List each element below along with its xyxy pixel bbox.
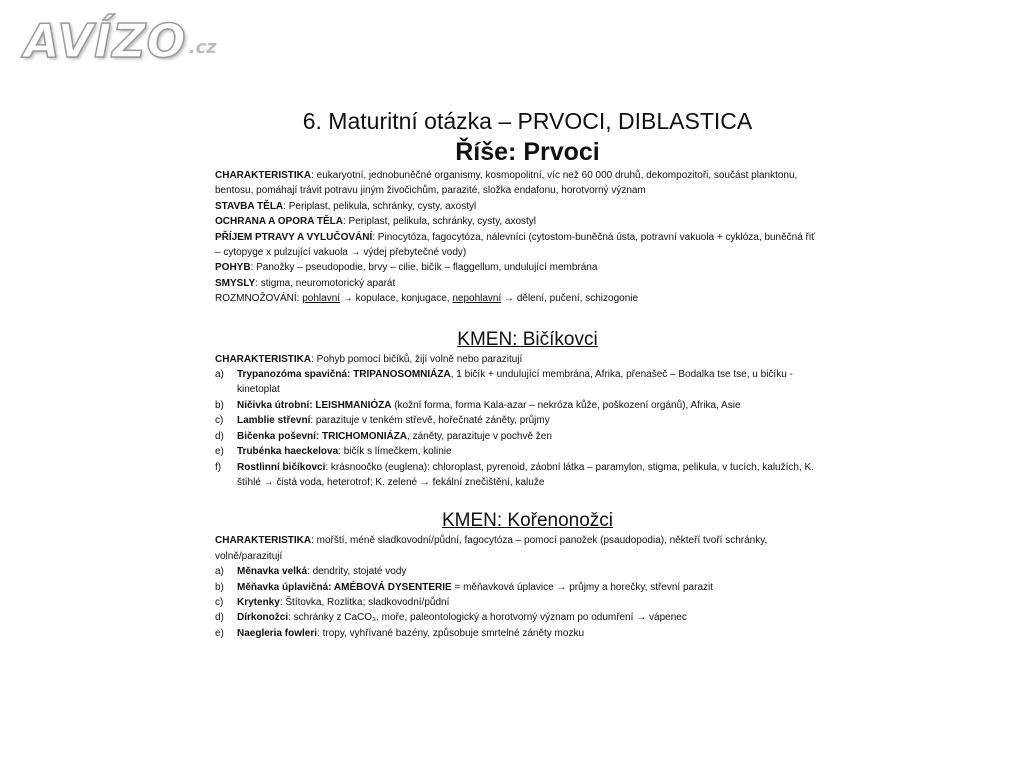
para-text: : Periplast, pelikula, schránky, cysty, axostyl bbox=[283, 200, 477, 212]
logo-domain-suffix: .cz bbox=[188, 37, 217, 58]
reproduction-asexual-text: → dělení, pučení, schizogonie bbox=[501, 293, 639, 305]
logo-wordmark: AVÍZO bbox=[24, 14, 187, 68]
para-label: POHYB bbox=[215, 262, 251, 274]
prvoci-nutrition bbox=[215, 230, 815, 261]
list-item bbox=[215, 413, 815, 428]
item-text: : schránky z CaCO₃, moře, paleontologický a horotvorný význam po odumření → vápenec bbox=[288, 612, 687, 624]
item-name: Trypanozóma spavičná: TRIPANOSOMNIÁZA bbox=[237, 369, 451, 381]
list-marker: c) bbox=[215, 415, 224, 427]
list-item bbox=[215, 595, 815, 610]
prvoci-section bbox=[215, 168, 815, 307]
item-text: : bičík s límečkem, kolinie bbox=[338, 446, 452, 458]
para-label: CHARAKTERISTIKA bbox=[215, 535, 312, 547]
list-item bbox=[215, 460, 815, 491]
reproduction-asexual: nepohlavní bbox=[452, 293, 502, 305]
item-name: Bičenka poševní: TRICHOMONIÁZA bbox=[237, 430, 408, 442]
list-item bbox=[215, 626, 815, 641]
list-item bbox=[215, 398, 815, 413]
list-item bbox=[215, 580, 815, 595]
list-marker: e) bbox=[215, 627, 224, 639]
document-subtitle: Říše: Prvoci bbox=[455, 138, 600, 166]
item-name: Ničivka útrobní: LEISHMANIÓZA bbox=[237, 399, 392, 411]
prvoci-movement bbox=[215, 260, 815, 275]
para-text: : Pohyb pomocí bičíků, žijí volně nebo parazitují bbox=[311, 353, 523, 365]
item-name: Dírkonožci bbox=[237, 612, 289, 624]
kmen-bickovci-section bbox=[215, 328, 815, 491]
list-marker: b) bbox=[215, 581, 224, 593]
item-name: Krytenky bbox=[237, 596, 280, 608]
prvoci-body-structure bbox=[215, 199, 815, 214]
avizo-logo[interactable] bbox=[24, 14, 217, 68]
reproduction-sexual: pohlavní bbox=[302, 293, 341, 305]
para-label: CHARAKTERISTIKA bbox=[215, 353, 312, 365]
prvoci-senses bbox=[215, 276, 815, 291]
list-item bbox=[215, 429, 815, 444]
item-name: Rostlinní bičíkovci bbox=[237, 461, 326, 473]
kmen-korenonozci-section bbox=[215, 509, 815, 641]
list-marker: f) bbox=[215, 461, 222, 473]
list-item bbox=[215, 610, 815, 625]
item-text: : krásnoočko (euglena): chloroplast, pyrenoid, záobní látka – paramylon, stigma, pelikula, v tucích, kalužích, K. štíhlé → čistá voda, heterotrof; K. zelené → fekální znečištění, kaluže bbox=[237, 461, 814, 488]
para-label: SMYSLY bbox=[215, 277, 256, 289]
item-text: = měňavková úplavice → průjmy a horečky, střevní parazit bbox=[451, 581, 714, 593]
item-name: Naegleria fowleri bbox=[237, 627, 318, 639]
item-text: , 1 bičík + undulující membrána, Afrika, přenašeč – Bodalka tse tse, u bičíku - kinetoplat bbox=[237, 369, 793, 396]
item-text: : parazituje v tenkém střevě, hořečnaté záněty, průjmy bbox=[310, 415, 550, 427]
list-item bbox=[215, 444, 815, 459]
list-item bbox=[215, 564, 815, 579]
list-marker: c) bbox=[215, 596, 224, 608]
list-marker: d) bbox=[215, 612, 224, 624]
item-name: Trubénka haeckelova bbox=[237, 446, 339, 458]
para-text: : Pinocytóza, fagocytóza, nálevníci (cytostom-buněčná ústa, potravní vakuola + cyklóza, buněčná řiť – cytopyge x pulzující vakuola → výdej přebytečné vody) bbox=[215, 231, 815, 259]
para-text: : eukaryotní, jednobuněčné organismy, kosmopolitní, víc než 60 000 druhů, dekompozitoři, součást planktonu, bentosu, pomáhají trávit potravu jiným živočichům, parazité, složka endafonu, horotvorný význam bbox=[215, 170, 798, 197]
reproduction-label: ROZMNOŽOVÁNÍ: bbox=[215, 293, 303, 305]
item-text: : Štítovka, Rozlitka; sladkovodní/půdní bbox=[279, 596, 450, 608]
item-name: Měňavka úplavičná: AMÉBOVÁ DYSENTERIE bbox=[237, 581, 452, 593]
document-page bbox=[215, 106, 815, 641]
list-marker: b) bbox=[215, 399, 224, 411]
section-heading: KMEN: Bičíkovci bbox=[457, 328, 598, 350]
reproduction-sexual-text: → kopulace, konjugace, bbox=[340, 293, 453, 305]
para-text: : Periplast, pelikula, schránky, cysty, axostyl bbox=[342, 216, 537, 228]
para-text: : mořští, méně sladkovodní/půdní, fagocytóza – pomocí panožek (psaudopodia), někteří tvoří schránky, volně/parazitují bbox=[215, 535, 768, 562]
section-characteristic bbox=[215, 352, 815, 367]
section-characteristic bbox=[215, 533, 815, 564]
section-heading: KMEN: Kořenonožci bbox=[441, 510, 614, 532]
organism-list bbox=[215, 564, 815, 641]
item-text: : tropy, vyhřívané bazény, způsobuje smrtelné záněty mozku bbox=[317, 627, 585, 639]
prvoci-reproduction bbox=[215, 291, 815, 306]
item-text: , záněty, parazituje v pochvě žen bbox=[407, 430, 552, 442]
document-title: 6. Maturitní otázka – PRVOCI, DIBLASTICA bbox=[302, 108, 753, 134]
para-label: CHARAKTERISTIKA bbox=[215, 170, 312, 181]
item-text: (kožní forma, forma Kala-azar – nekróza kůže, poškození orgánů), Afrika, Asie bbox=[391, 399, 741, 411]
list-marker: a) bbox=[215, 369, 224, 381]
list-marker: a) bbox=[215, 566, 224, 578]
list-marker: e) bbox=[215, 446, 224, 458]
list-marker: d) bbox=[215, 430, 224, 442]
para-label: STAVBA TĚLA bbox=[215, 200, 284, 212]
item-name: Lamblie střevní bbox=[237, 415, 311, 427]
prvoci-characteristic bbox=[215, 168, 815, 199]
para-label: OCHRANA A OPORA TĚLA bbox=[215, 216, 343, 228]
item-text: : dendrity, stojaté vody bbox=[307, 566, 407, 578]
item-name: Měnavka velká bbox=[237, 566, 308, 578]
list-item bbox=[215, 367, 815, 398]
prvoci-protection bbox=[215, 214, 815, 229]
para-text: : stigma, neuromotorický aparát bbox=[255, 277, 396, 289]
para-text: : Panožky – pseudopodie, brvy – cilie, bičík – flaggellum, undulující membrána bbox=[250, 262, 598, 274]
organism-list bbox=[215, 367, 815, 490]
para-label: PŘÍJEM PTRAVY A VYLUČOVÁNÍ bbox=[215, 231, 373, 243]
